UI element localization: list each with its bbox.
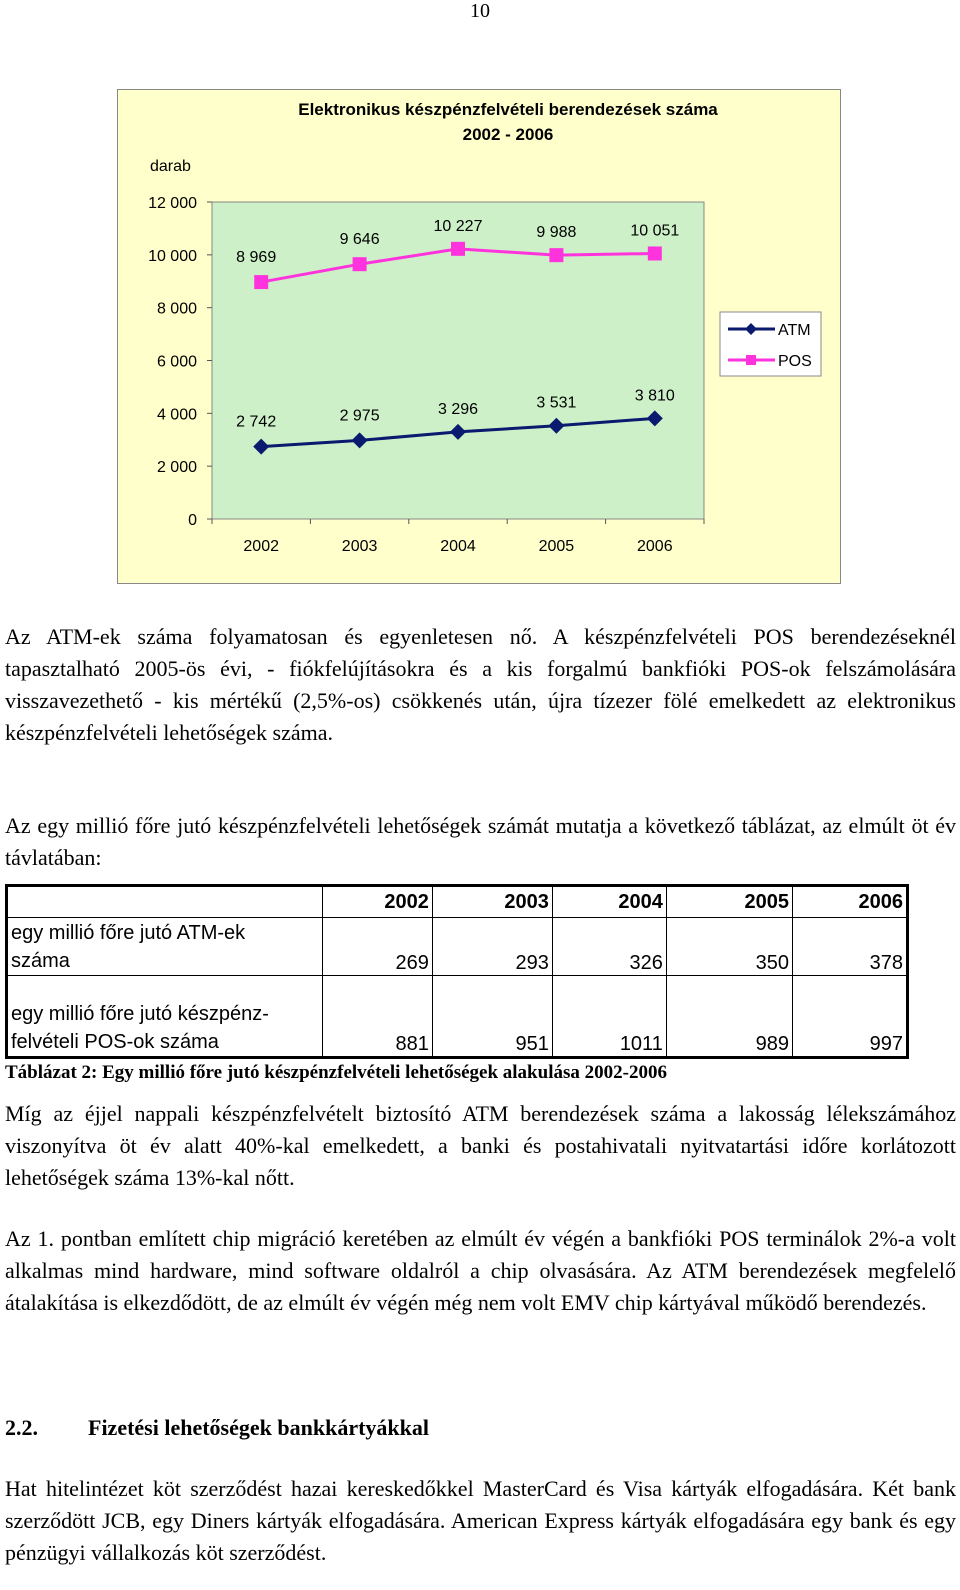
section-title: Fizetési lehetőségek bankkártyákkal bbox=[88, 1415, 429, 1440]
chart-title: Elektronikus készpénzfelvételi berendezések száma bbox=[298, 100, 718, 119]
table-header: 2004 bbox=[552, 886, 666, 918]
paragraph-table-intro: Az egy millió főre jutó készpénzfelvételi lehetőségek számát mutatja a következő táblázat, az elmúlt öt év távlatában: bbox=[5, 813, 956, 870]
data-label: 2 975 bbox=[339, 407, 380, 425]
data-label: 3 531 bbox=[536, 394, 577, 412]
per-million-table bbox=[5, 884, 909, 1059]
y-tick-label: 12 000 bbox=[148, 195, 197, 212]
chart-svg bbox=[117, 89, 841, 589]
table-cell: 997 bbox=[793, 976, 908, 1058]
y-tick-label: 10 000 bbox=[148, 247, 197, 265]
table-header: 2005 bbox=[666, 886, 792, 918]
table-header: 2002 bbox=[323, 886, 433, 918]
paragraph-merchant-contracts: Hat hitelintézet köt szerződést hazai kereskedőkkel MasterCard és Visa kártyák elfogadására. Két bank szerződött JCB, egy Diners kártyák elfogadására. American Express kártyák elfogadására egy bank és egy pénzügyi vállalkozás köt szerződést. bbox=[5, 1476, 956, 1565]
table-cell: 293 bbox=[432, 918, 552, 976]
paragraph-chip-migration: Az 1. pontban említett chip migráció keretében az elmúlt év végén a bankfióki POS terminálok 2%-a volt alkalmas mind hardware, mind software oldalról a chip olvasására. Az ATM berendezések megfelelő átalakítása is elkezdődött, de az elmúlt év végén még nem volt EMV chip kártyával működő berendezés. bbox=[5, 1226, 956, 1315]
table-cell: 951 bbox=[432, 976, 552, 1058]
y-tick-label: 0 bbox=[188, 512, 197, 529]
data-label: 3 810 bbox=[634, 387, 675, 405]
table-caption: Táblázat 2: Egy millió főre jutó készpénzfelvételi lehetőségek alakulása 2002-2006 bbox=[5, 1062, 667, 1083]
table-cell: 378 bbox=[793, 918, 908, 976]
row-label-line: egy millió főre jutó ATM-ek bbox=[11, 922, 246, 944]
legend-marker bbox=[746, 355, 756, 365]
data-point-pos bbox=[451, 242, 465, 256]
x-tick-label: 2004 bbox=[440, 538, 476, 555]
chart-subtitle: 2002 - 2006 bbox=[462, 125, 554, 144]
data-point-pos bbox=[353, 257, 367, 271]
legend-label: ATM bbox=[778, 322, 811, 339]
data-point-pos bbox=[648, 246, 662, 260]
row-label bbox=[7, 918, 323, 976]
y-tick-label: 6 000 bbox=[156, 353, 197, 371]
y-tick-label: 8 000 bbox=[156, 300, 197, 318]
y-tick-label: 4 000 bbox=[156, 406, 197, 424]
x-tick-label: 2002 bbox=[243, 538, 279, 555]
table-cell: 989 bbox=[666, 976, 792, 1058]
data-label: 2 742 bbox=[236, 413, 277, 431]
data-label: 10 051 bbox=[630, 222, 680, 240]
y-axis-label: darab bbox=[150, 158, 191, 175]
table-cell: 881 bbox=[323, 976, 433, 1058]
section-number: 2.2. bbox=[5, 1415, 38, 1440]
y-tick-label: 2 000 bbox=[156, 459, 197, 477]
table-row bbox=[7, 976, 908, 1058]
table-header: 2003 bbox=[432, 886, 552, 918]
legend-label: POS bbox=[778, 353, 812, 370]
table-cell: 326 bbox=[552, 918, 666, 976]
data-label: 9 646 bbox=[339, 231, 380, 249]
row-label-line: felvételi POS-ok száma bbox=[11, 1031, 219, 1053]
data-label: 9 988 bbox=[536, 224, 577, 242]
row-label-line: száma bbox=[11, 950, 70, 972]
table-header: 2006 bbox=[793, 886, 908, 918]
paragraph-atm-growth: Az ATM-ek száma folyamatosan és egyenletesen nő. A készpénzfelvételi POS berendezéseknél tapasztalható 2005-ös évi, - fiókfelújításokra és a kis forgalmú bankfióki POS-ok felszámolására visszavezethető - kis mértékű (2,5%-os) csökkenés után, újra tízezer fölé emelkedett az elektronikus készpénzfelvételi lehetőségek száma. bbox=[5, 624, 956, 745]
row-label-line: egy millió főre jutó készpénz- bbox=[11, 1003, 269, 1025]
paragraph-atm-vs-branch: Míg az éjjel nappali készpénzfelvételt biztosító ATM berendezések száma a lakosság lélekszámához viszonyítva öt év alatt 40%-kal emelkedett, a banki és postahivatali nyitvatartási időre korlátozott lehetőségek száma 13%-kal nőtt. bbox=[5, 1101, 956, 1190]
chart bbox=[117, 89, 841, 589]
x-tick-label: 2006 bbox=[637, 538, 673, 555]
x-tick-label: 2005 bbox=[538, 538, 575, 555]
x-tick-label: 2003 bbox=[341, 538, 378, 555]
table-cell: 1011 bbox=[552, 976, 666, 1058]
table-row bbox=[7, 918, 908, 976]
page-number: 10 bbox=[470, 0, 490, 22]
section-heading bbox=[5, 1415, 429, 1441]
table-header-row bbox=[7, 886, 908, 918]
data-label: 8 969 bbox=[236, 249, 277, 267]
data-label: 3 296 bbox=[437, 400, 479, 418]
data-point-pos bbox=[549, 248, 563, 262]
table-cell: 350 bbox=[666, 918, 792, 976]
data-label: 10 227 bbox=[433, 217, 483, 235]
table-corner bbox=[7, 886, 323, 918]
data-point-pos bbox=[254, 275, 268, 289]
table-cell: 269 bbox=[323, 918, 433, 976]
row-label bbox=[7, 976, 323, 1058]
